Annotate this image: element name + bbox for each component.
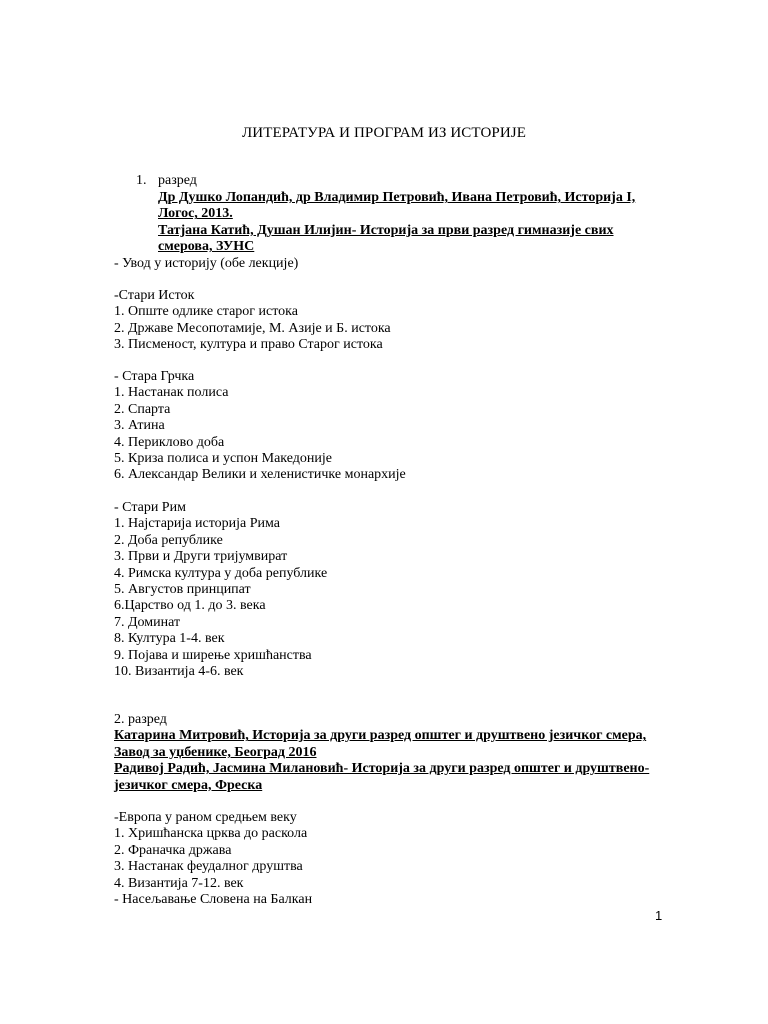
- list-item: 1. Хришћанска црква до раскола: [114, 826, 308, 842]
- list-item: 4. Византија 7-12. век: [114, 875, 244, 891]
- greece-heading: - Стара Грчка: [114, 369, 195, 384]
- list-item: 3. Атина: [114, 418, 165, 434]
- list-item: 5. Криза полиса и успон Македоније: [114, 451, 333, 467]
- rome-section: [114, 500, 654, 680]
- grade1-intro: - Увод у историју (обе лекције): [114, 256, 299, 271]
- grade2-section: [114, 712, 674, 794]
- list-item: 7. Доминат: [114, 614, 181, 630]
- east-section: [114, 288, 654, 354]
- list-item: 3. Писменост, култура и право Старог истока: [114, 337, 383, 353]
- grade1-number: 1.: [136, 173, 147, 188]
- list-item: 1. Опште одлике старог истока: [114, 304, 298, 320]
- list-item: 1. Настанак полиса: [114, 385, 229, 401]
- list-item: - Насељавање Словена на Балкан: [114, 892, 313, 908]
- grade2-book-line: Радивој Радић, Јасмина Милановић- Историја за други разред општег и друштвено-: [114, 761, 650, 777]
- list-item: 6. Александар Велики и хеленистичке монархије: [114, 467, 406, 483]
- list-item: 4. Перикловo доба: [114, 434, 225, 450]
- list-item: 3. Настанак феудалног друштва: [114, 859, 303, 875]
- greece-section: [114, 369, 654, 484]
- grade1-book-line: Логос, 2013.: [158, 206, 233, 222]
- grade1-book-line: смерова, ЗУНС: [158, 239, 255, 255]
- list-item: 10. Византија 4-6. век: [114, 664, 244, 680]
- list-item: 2. Доба републике: [114, 532, 223, 548]
- page-title: ЛИТЕРАТУРА И ПРОГРАМ ИЗ ИСТОРИЈЕ: [242, 125, 526, 141]
- grade2-book-line: Завод за уџбенике, Београд 2016: [114, 744, 317, 760]
- list-item: 2. Спарта: [114, 401, 171, 417]
- list-item: 4. Римска култура у доба републике: [114, 565, 328, 581]
- europe-section: [114, 810, 654, 908]
- list-item: 2. Државе Месопотамије, М. Азије и Б. истока: [114, 320, 391, 336]
- grade2-book-line: језичког смера, Фреска: [114, 777, 263, 793]
- europe-heading: -Европа у раном средњем веку: [114, 810, 297, 825]
- east-heading: -Стари Исток: [114, 288, 195, 303]
- grade1-book-line: Др Душко Лопандић, др Владимир Петровић, Ивана Петровић, Историја I,: [158, 190, 636, 205]
- page-number: 1: [655, 908, 663, 923]
- grade1-book-line: Татјана Катић, Душан Илијин- Историја за први разред гимназије свих: [158, 222, 614, 238]
- grade1-heading: [136, 173, 197, 189]
- grade1-books: [158, 190, 638, 256]
- list-item: 6.Царство од 1. до 3. века: [114, 598, 266, 614]
- rome-heading: - Стари Рим: [114, 500, 186, 515]
- grade1-intro-block: [114, 256, 654, 272]
- list-item: 3. Први и Други тријумвират: [114, 549, 288, 565]
- list-item: 9. Појава и ширење хришћанства: [114, 647, 312, 663]
- list-item: 8. Култура 1-4. век: [114, 631, 225, 647]
- list-item: 1. Најстарија историја Рима: [114, 516, 281, 532]
- list-item: 2. Франачка држава: [114, 842, 232, 858]
- grade2-heading: 2. разред: [114, 712, 167, 727]
- grade1-label: разред: [158, 173, 197, 188]
- grade2-book-line: Катарина Митровић, Историја за други разред општег и друштвено језичког смера,: [114, 728, 647, 744]
- list-item: 5. Августов принципат: [114, 582, 251, 598]
